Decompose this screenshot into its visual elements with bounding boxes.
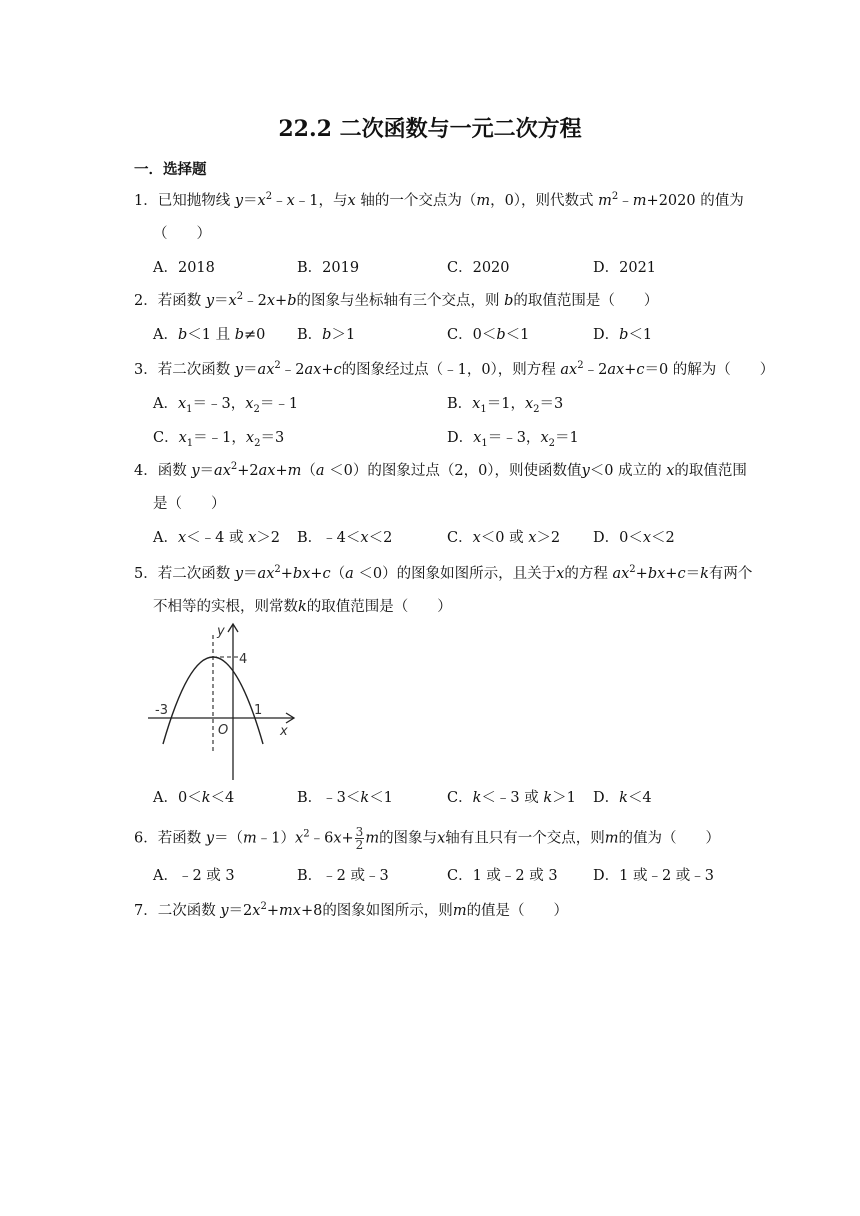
q6-option-d[interactable]: D．1 或﹣2 或﹣3 xyxy=(593,868,715,884)
q2-option-d[interactable]: D．b＜1 xyxy=(593,327,653,343)
q6-option-a[interactable]: A．﹣2 或 3 xyxy=(153,868,235,884)
q1-option-c[interactable]: C．2020 xyxy=(447,260,510,276)
question-5: 5．若二次函数 $y=ax^2+bx+c(a <0)$的图象如图所示，且关于x的方程 $ax^2+bx+c=k$有两个 xyxy=(134,564,753,582)
q3-option-a[interactable]: A．$x_1=﹣3$，$x_2=﹣1$ xyxy=(153,396,299,415)
q5-option-b[interactable]: B．﹣3＜k＜1 xyxy=(297,790,393,806)
question-7: 7．二次函数 $y=2x^2+mx+8$的图象如图所示，则m的值是（ ） xyxy=(134,901,569,919)
q5-parabola-graph xyxy=(148,620,298,782)
y-label: y xyxy=(217,624,225,639)
question-4-line2: 是（ ） xyxy=(153,496,226,512)
q3-option-d[interactable]: D．$x_1=﹣3$，$x_2=1$ xyxy=(447,430,579,449)
q6-option-c[interactable]: C．1 或﹣2 或 3 xyxy=(447,868,558,884)
vertex-value-label: 4 xyxy=(239,652,248,667)
q2-option-c[interactable]: C．0＜b＜1 xyxy=(447,327,530,343)
section-heading: 一．选择题 xyxy=(134,161,207,178)
q5-option-c[interactable]: C．k＜﹣3 或 k＞1 xyxy=(447,790,576,806)
fraction: $\frac{3}{2}$ xyxy=(355,825,364,852)
question-5-line2: 不相等的实根，则常数k的取值范围是（ ） xyxy=(153,599,452,615)
question-6: 6．若函数 $y=(m﹣1)x^2﹣6x+$ $\frac{3}{2}$ m的图象与x轴有且只有一个交点，则m的值为（ ） xyxy=(134,825,720,852)
q2-option-b[interactable]: B．b＞1 xyxy=(297,327,356,343)
q1-option-d[interactable]: D．2021 xyxy=(593,260,657,276)
question-1: 1．已知抛物线 $y=x^2﹣x﹣1$，与x 轴的一个交点为（m，0），则代数式 $m^2﹣m+2020$ 的值为 xyxy=(134,191,744,209)
page-title: 22.2 二次函数与一元二次方程 xyxy=(278,116,582,142)
q4-option-b[interactable]: B．﹣4＜x＜2 xyxy=(297,530,393,546)
question-3: 3．若二次函数 $y=ax^2﹣2ax+c$的图象经过点（﹣1，0），则方程 $ax^2﹣2ax+c=0$ 的解为（ ） xyxy=(134,360,775,378)
q4-option-a[interactable]: A．x＜﹣4 或 x＞2 xyxy=(153,530,281,546)
left-root-label: -3 xyxy=(155,703,168,718)
q5-option-a[interactable]: A．0＜k＜4 xyxy=(153,790,235,806)
q2-option-a[interactable]: A．b＜1 且 b≠0 xyxy=(153,327,266,343)
x-label: x xyxy=(280,724,288,739)
question-4: 4．函数 $y=ax^2+2ax+m(a <0)$的图象过点（2，0），则使函数值y＜0 成立的 x的取值范围 xyxy=(134,461,747,479)
q3-option-b[interactable]: B．$x_1=1$，$x_2=3$ xyxy=(447,396,564,415)
right-root-label: 1 xyxy=(254,703,263,718)
q4-option-d[interactable]: D．0＜x＜2 xyxy=(593,530,675,546)
q1-option-b[interactable]: B．2019 xyxy=(297,260,360,276)
q4-option-c[interactable]: C．x＜0 或 x＞2 xyxy=(447,530,561,546)
question-2: 2．若函数 $y=x^2﹣2x+b$的图象与坐标轴有三个交点，则 b的取值范围是（ ） xyxy=(134,291,659,309)
q3-option-c[interactable]: C．$x_1=﹣1$，$x_2=3$ xyxy=(153,430,285,449)
origin-label: O xyxy=(218,723,229,738)
q6-option-b[interactable]: B．﹣2 或﹣3 xyxy=(297,868,389,884)
question-1-paren: （ ） xyxy=(153,226,211,242)
q1-option-a[interactable]: A．2018 xyxy=(153,260,215,276)
q5-option-d[interactable]: D．k＜4 xyxy=(593,790,652,806)
